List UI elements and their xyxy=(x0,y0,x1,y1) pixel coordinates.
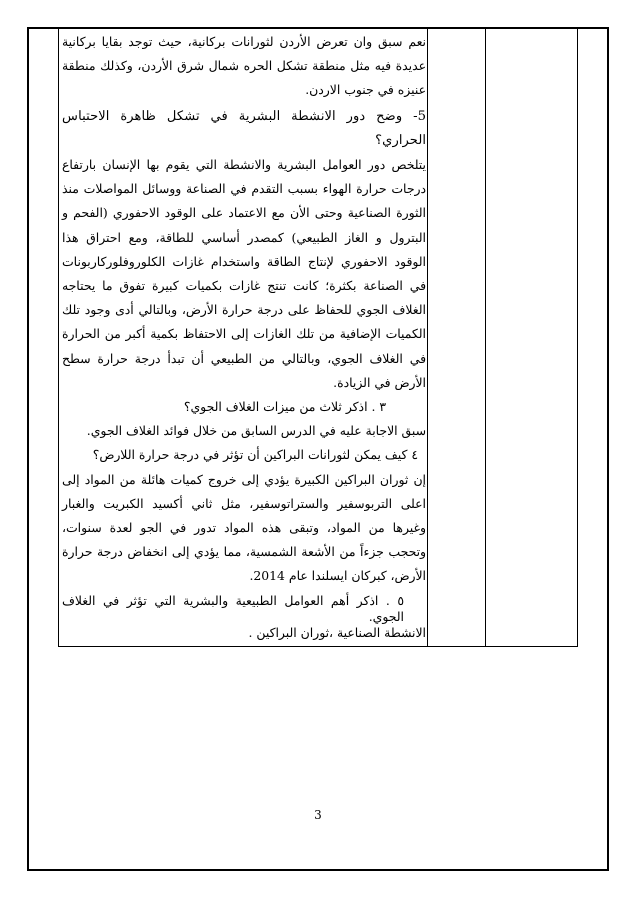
page-number: 3 xyxy=(314,808,322,822)
question-3-answer: سبق الاجابة عليه في الدرس السابق من خلال فوائد الغلاف الجوي. xyxy=(86,423,426,439)
question-5-answer: يتلخص دور العوامل البشرية والانشطة التي يقوم بها الإنسان بارتفاع درجات حرارة الهواء بسبب التقدم في الصناعة ووسائل المواصلات منذ الثورة الصناعية وحتى الأن مع الاعتماد على الوقود الاحفوري (الفحم و البترول و الغاز الطبيعي) كمصدر أساسي للطاقة، ومع احتراق هذا الوقود الاحفوري لإنتاج الطاقة واستخدام غازات الكلوروفلوركاربونات في الصناعة بكثرة؛ كانت تنتج غازات بكميات كبيرة تفوق ما يحتاجه الغلاف الجوي للحفاظ على درجة حرارة الأرض، وبالتالي أدى وجود تلك الكميات الإضافية من تلك الغازات إلى الاحتفاظ بكمية أكبر من الحرارة في الغلاف الجوي، وبالتالي من الطبيعي أن تبدأ درجة حرارة سطح الأرض في الزيادة. xyxy=(62,157,426,390)
question-4-answer: إن ثوران البراكين الكبيرة يؤدي إلى خروج كميات هائلة من المواد إلى اعلى التربوسفير والستراتوسفير، مثل ثاني أكسيد الكبريت والغبار وغيرها من المواد، وتبقى هذه المواد تدور في الجو لعدة سنوات، وتحجب جزءاً من الأشعة الشمسية، مما يؤدي إلى انخفاض درجة حرارة الأرض، كبركان ايسلندا عام 2014. xyxy=(62,471,426,584)
question-5b-answer: الانشطة الصناعية ،ثوران البراكين . xyxy=(248,624,426,640)
column-divider-1 xyxy=(427,27,428,646)
answer-content xyxy=(62,30,426,641)
question-3-title: ٣ . اذكر ثلاث من ميزات الغلاف الجوي؟ xyxy=(183,399,386,415)
question-5b-title: ٥ . اذكر أهم العوامل الطبيعية والبشرية التي تؤثر في الغلاف الجوي. xyxy=(62,592,404,624)
question-4-title: ٤ كيف يمكن لثورانات البراكين أن تؤثر في درجة حرارة اللارض؟ xyxy=(92,447,418,463)
question-5-title: 5- وضح دور الانشطة البشرية في تشكل ظاهرة الاحتباس الحراري؟ xyxy=(62,108,426,148)
column-divider-2 xyxy=(485,27,486,646)
intro-paragraph: نعم سبق وان تعرض الأردن لثورانات بركانية، حيث توجد بقايا بركانية عديدة فيه مثل منطقة تشكل الحره شمال شرق الأردن، وكذلك منطقة عنيزه في جنوب الاردن. xyxy=(62,34,426,98)
